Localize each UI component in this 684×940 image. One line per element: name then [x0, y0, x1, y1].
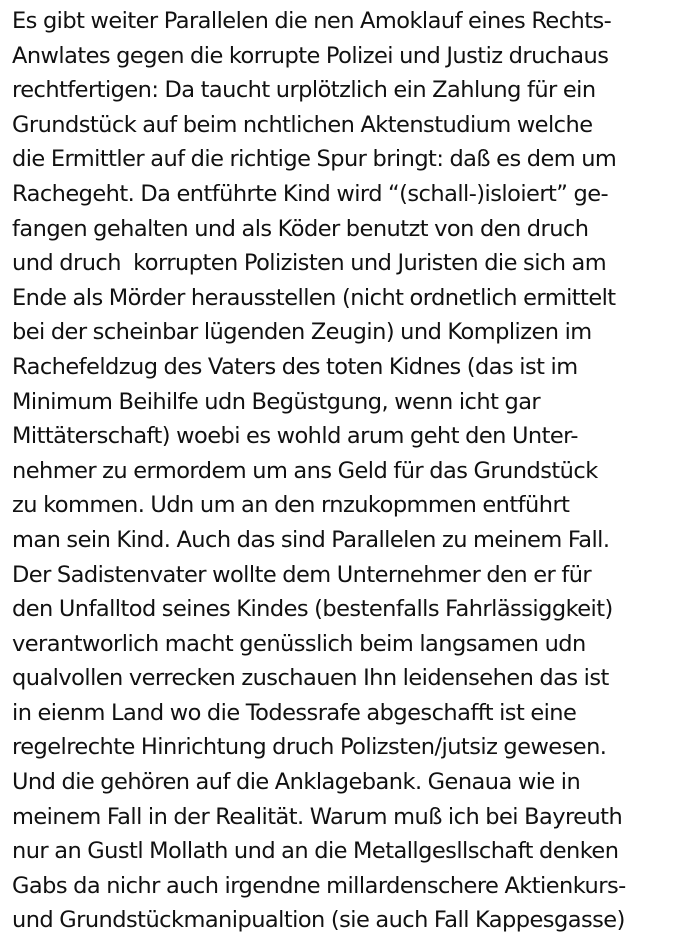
text-line-17: Der Sadistenvater wollte dem Unternehmer den er für: [12, 561, 592, 588]
text-line-5: die Ermittler auf die richtige Spur bringt: daß es dem um: [12, 146, 617, 173]
text-line-23: Und die gehören auf die Anklagebank. Genaua wie in: [12, 769, 581, 796]
text-line-26: Gabs da nichr auch irgendne millardenschere Aktienkurs-: [12, 872, 626, 899]
text-line-24: meinem Fall in der Realität. Warum muß ich bei Bayreuth: [12, 803, 623, 830]
text-line-3: rechtfertigen: Da taucht urplötzlich ein Zahlung für ein: [12, 77, 596, 104]
text-line-16: man sein Kind. Auch das sind Parallelen zu meinem Fall.: [12, 526, 610, 553]
text-line-9: Ende als Mörder herausstellen (nicht ordnetlich ermittelt: [12, 284, 616, 311]
text-line-1: Es gibt weiter Parallelen die nen Amoklauf eines Rechts-: [12, 8, 612, 34]
text-line-27: und Grundstückmanipualtion (sie auch Fall Kappesgasse): [12, 907, 625, 934]
text-line-19: verantworlich macht genüsslich beim langsamen udn: [12, 630, 586, 657]
text-line-21: in eienm Land wo die Todessrafe abgeschafft ist eine: [12, 699, 577, 726]
text-line-13: Mittäterschaft) woebi es wohld arum geht den Unter-: [12, 423, 578, 450]
text-line-18: den Unfalltod seines Kindes (bestenfalls Fahrlässiggkeit): [12, 596, 613, 623]
text-line-25: nur an Gustl Mollath und an die Metallgesllschaft denken: [12, 838, 619, 865]
text-line-7: fangen gehalten und als Köder benutzt von den druch: [12, 215, 589, 242]
text-line-8: und druch korrupten Polizisten und Juristen die sich am: [12, 250, 607, 277]
text-line-2: Anwlates gegen die korrupte Polizei und Justiz druchaus: [12, 42, 609, 69]
text-line-4: Grundstück auf beim nchtlichen Aktenstudium welche: [12, 111, 593, 138]
body-text: [12, 4, 680, 938]
text-line-12: Minimum Beihilfe udn Begüstgung, wenn icht gar: [12, 388, 541, 415]
text-line-11: Rachefeldzug des Vaters des toten Kidnes (das ist im: [12, 353, 578, 380]
text-line-6: Rachegeht. Da entführte Kind wird “(schall-)isloiert” ge-: [12, 180, 609, 207]
text-line-14: nehmer zu ermordem um ans Geld für das Grundstück: [12, 457, 598, 484]
text-line-10: bei der scheinbar lügenden Zeugin) und Komplizen im: [12, 319, 592, 346]
text-line-20: qualvollen verrecken zuschauen Ihn leidensehen das ist: [12, 665, 609, 692]
text-line-15: zu kommen. Udn um an den rnzukopmmen entführt: [12, 492, 570, 519]
text-line-22: regelrechte Hinrichtung druch Polizsten/jutsiz gewesen.: [12, 734, 607, 761]
